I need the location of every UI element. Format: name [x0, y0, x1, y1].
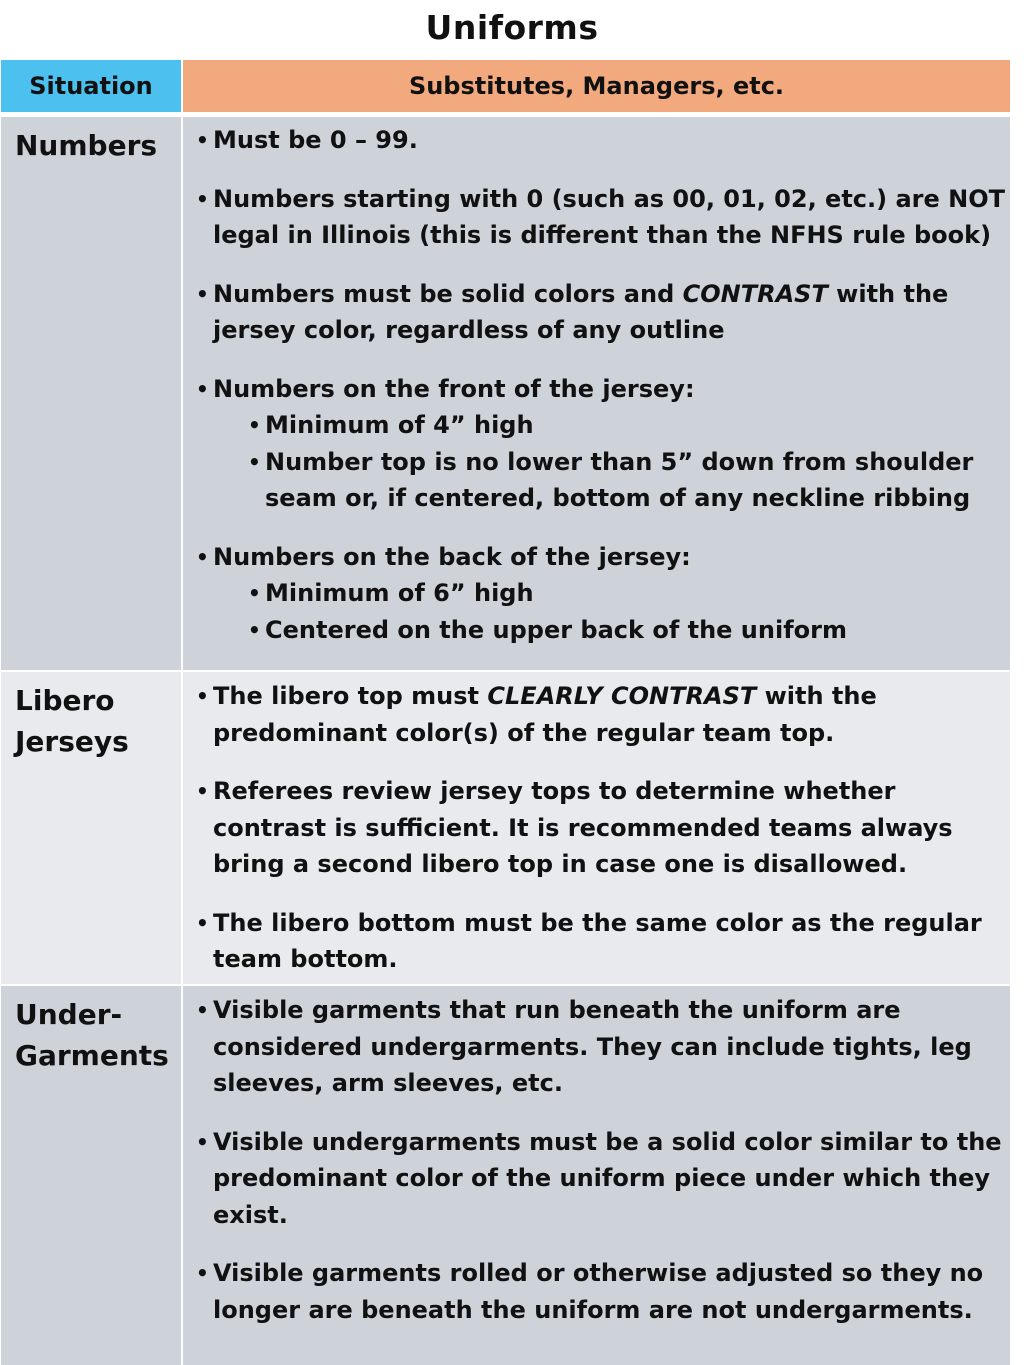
details-column-header: Substitutes, Managers, etc.	[183, 60, 1010, 112]
page-title: Uniforms	[425, 8, 599, 47]
libero-contrast-pre: The libero top must	[213, 682, 488, 710]
undergarments-label: Under-Garments	[15, 998, 169, 1072]
numbers-back-min-height: • Minimum of 6” high	[265, 575, 1010, 612]
libero-bullet-review: • Referees review jersey tops to determine whether contrast is sufficient. It is recommended teams always bring a second libero top in case one is disallowed.	[213, 773, 1010, 883]
numbers-situation-cell	[1, 117, 181, 670]
numbers-front-min-height: • Minimum of 4” high	[265, 407, 1010, 444]
numbers-front-position: • Number top is no lower than 5” down from shoulder seam or, if centered, bottom of any neckline ribbing	[265, 444, 1010, 517]
libero-details-cell	[183, 672, 1010, 984]
situation-column-header: Situation	[1, 60, 181, 112]
numbers-contrast-post: with the jersey color, regardless of any outline	[213, 279, 949, 344]
undergarments-bullet-rolled: • Visible garments rolled or otherwise adjusted so they no longer are beneath the uniform are not undergarments.	[213, 1255, 1010, 1328]
numbers-details-cell	[183, 117, 1010, 670]
libero-contrast-emphasis: CLEARLY CONTRAST	[487, 682, 757, 710]
numbers-bullet-front: • Numbers on the front of the jersey:	[213, 371, 1010, 408]
numbers-contrast-pre: Numbers must be solid colors and	[213, 279, 683, 308]
undergarments-details-cell	[183, 986, 1010, 1365]
numbers-contrast-emphasis: CONTRAST	[682, 279, 828, 308]
libero-contrast-post: with the predominant color(s) of the regular team top.	[213, 682, 877, 747]
numbers-bullet-back: • Numbers on the back of the jersey:	[213, 539, 1010, 576]
libero-bullet-contrast	[213, 678, 1010, 751]
libero-situation-cell	[1, 672, 181, 984]
undergarments-situation-cell	[1, 986, 181, 1365]
undergarments-bullet-color: • Visible undergarments must be a solid color similar to the predominant color of the uniform piece under which they exist.	[213, 1124, 1010, 1234]
libero-label: Libero Jerseys	[15, 684, 129, 758]
numbers-bullet-leading-zero: • Numbers starting with 0 (such as 00, 01, 02, etc.) are NOT legal in Illinois (this is different than the NFHS rule book)	[213, 181, 1010, 254]
libero-bullet-bottom: • The libero bottom must be the same color as the regular team bottom.	[213, 905, 1010, 978]
numbers-bullet-contrast	[213, 276, 1010, 349]
numbers-bullet-range: • Must be 0 – 99.	[213, 122, 1010, 159]
numbers-label: Numbers	[15, 129, 158, 162]
numbers-back-position: • Centered on the upper back of the uniform	[265, 612, 1010, 649]
undergarments-bullet-definition: • Visible garments that run beneath the uniform are considered undergarments. They can include tights, leg sleeves, arm sleeves, etc.	[213, 992, 1010, 1102]
